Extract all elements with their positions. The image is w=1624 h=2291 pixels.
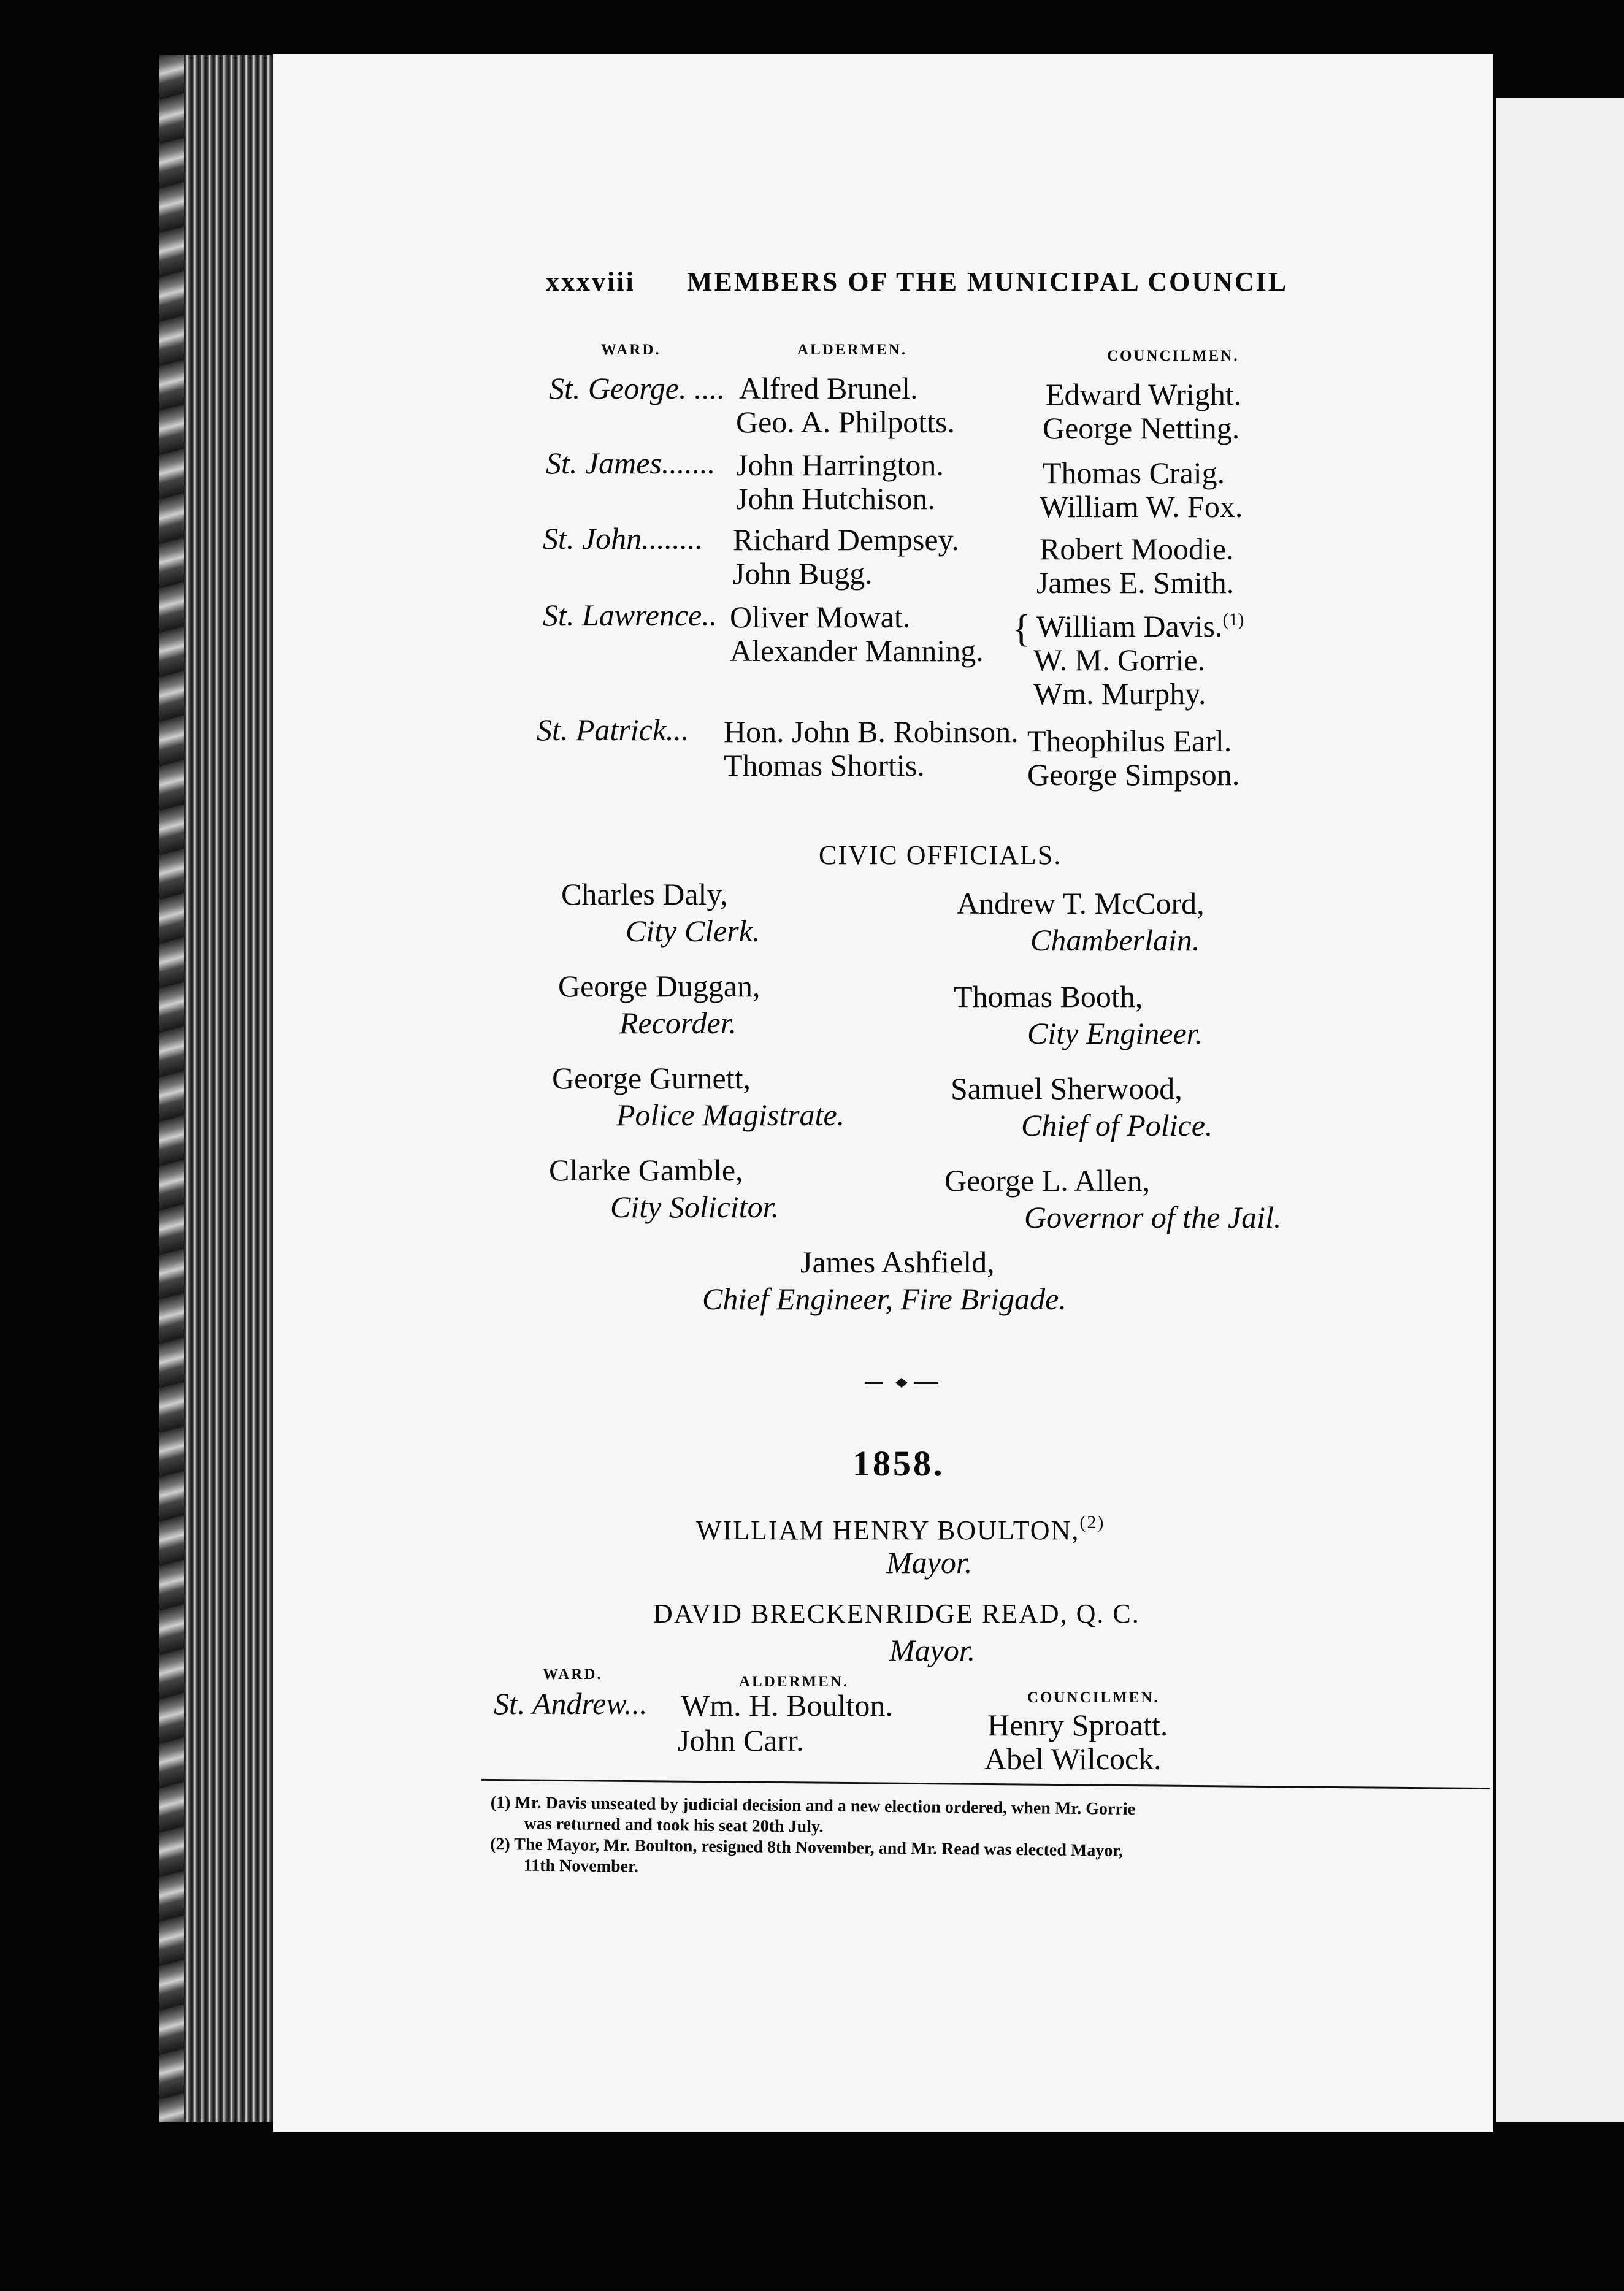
councilman: Henry Sproatt. (987, 1708, 1168, 1742)
col-header-councilmen: COUNCILMEN. (1027, 1689, 1160, 1706)
alderman: Thomas Shortis. (724, 748, 925, 782)
official-title: Chamberlain. (1030, 923, 1200, 957)
col-header-aldermen: ALDERMEN. (797, 342, 908, 358)
mayor-name: DAVID BRECKENRIDGE READ, Q. C. (653, 1599, 1140, 1629)
official-title: Chief Engineer, Fire Brigade. (702, 1282, 1067, 1316)
col-header-ward: WARD. (543, 1666, 603, 1683)
alderman: John Carr. (678, 1723, 804, 1757)
official-name: James Ashfield, (800, 1245, 995, 1279)
footnote-ref: (2) (1079, 1512, 1105, 1532)
official-title: Recorder. (619, 1006, 737, 1040)
mayor-title: Mayor. (889, 1633, 976, 1667)
page-number: xxxviii (546, 267, 635, 297)
alderman: Oliver Mowat. (730, 600, 911, 634)
ornament-divider (865, 1374, 938, 1392)
brace-icon: { (1012, 606, 1031, 650)
alderman: Alexander Manning. (730, 633, 984, 668)
alderman: Hon. John B. Robinson. (724, 714, 1019, 749)
councilman: William W. Fox. (1040, 489, 1243, 524)
alderman: John Harrington. (736, 448, 944, 482)
official-title: City Solicitor. (610, 1190, 779, 1224)
councilman: W. M. Gorrie. (1033, 643, 1206, 677)
councilman: Theophilus Earl. (1027, 724, 1232, 758)
alderman: Richard Dempsey. (733, 522, 959, 557)
book-spine-edge (184, 55, 276, 2122)
official-title: City Clerk. (626, 914, 760, 948)
councilman: William Davis. (1036, 609, 1223, 643)
official-name: George Duggan, (558, 969, 760, 1003)
councilman: Thomas Craig. (1043, 456, 1225, 490)
official-name: Clarke Gamble, (549, 1153, 743, 1187)
col-header-aldermen: ALDERMEN. (739, 1673, 849, 1690)
footnotes (490, 1792, 1136, 1883)
councilman: Wm. Murphy. (1033, 676, 1206, 711)
councilman: Edward Wright. (1046, 377, 1242, 411)
mayor-name: WILLIAM HENRY BOULTON, (696, 1515, 1080, 1545)
footnote-text: The Mayor, Mr. Boulton, resigned 8th November, and Mr. Read was elected Mayor, (514, 1835, 1124, 1861)
councilman: Abel Wilcock. (984, 1742, 1162, 1776)
mayor-name-line (696, 1513, 1105, 1544)
running-title: MEMBERS OF THE MUNICIPAL COUNCIL (687, 267, 1289, 297)
official-name: Andrew T. McCord, (957, 886, 1205, 920)
ward-name: St. George. .... (549, 371, 725, 405)
year-heading: 1858. (852, 1444, 945, 1483)
councilman-with-note (1036, 611, 1244, 641)
ward-name: St. Lawrence.. (543, 598, 718, 632)
official-title: City Engineer. (1027, 1016, 1203, 1050)
facing-page-edge (1496, 98, 1624, 2122)
official-name: George L. Allen, (944, 1163, 1151, 1198)
councilman: Robert Moodie. (1040, 532, 1234, 566)
footnote-mark: (1) (490, 1793, 511, 1813)
footnote-rule (481, 1779, 1490, 1789)
col-header-ward: WARD. (601, 342, 661, 358)
councilman: James E. Smith. (1036, 565, 1235, 600)
official-name: George Gurnett, (552, 1061, 751, 1095)
alderman: Geo. A. Philpotts. (736, 405, 955, 439)
official-name: Charles Daly, (561, 877, 728, 911)
official-title: Governor of the Jail. (1024, 1200, 1282, 1234)
footnote-line: 11th November. (523, 1856, 639, 1876)
footnote-text: Mr. Davis unseated by judicial decision and a new election ordered, when Mr. Gorrie (515, 1793, 1136, 1819)
footnote-mark: (2) (489, 1834, 510, 1854)
official-title: Chief of Police. (1021, 1108, 1213, 1142)
official-title: Police Magistrate. (616, 1098, 845, 1132)
col-header-councilmen: COUNCILMEN. (1107, 348, 1239, 364)
alderman: Wm. H. Boulton. (681, 1688, 893, 1723)
book-page (273, 54, 1493, 2132)
ward-name: St. James....... (546, 446, 716, 480)
ward-name: St. Patrick... (537, 713, 689, 747)
alderman: John Hutchison. (736, 481, 935, 516)
footnote-ref: (1) (1222, 610, 1244, 630)
alderman: Alfred Brunel. (739, 371, 918, 405)
civic-officials-heading: CIVIC OFFICIALS. (819, 840, 1062, 870)
ward-name: St. John........ (543, 521, 703, 556)
official-name: Samuel Sherwood, (951, 1071, 1182, 1106)
councilman: George Simpson. (1027, 757, 1240, 792)
councilman: George Netting. (1043, 411, 1240, 445)
mayor-title: Mayor. (886, 1545, 973, 1580)
alderman: John Bugg. (733, 556, 873, 591)
official-name: Thomas Booth, (954, 979, 1143, 1014)
ward-name: St. Andrew... (494, 1686, 648, 1721)
footnote-line: was returned and took his seat 20th July. (524, 1814, 824, 1837)
